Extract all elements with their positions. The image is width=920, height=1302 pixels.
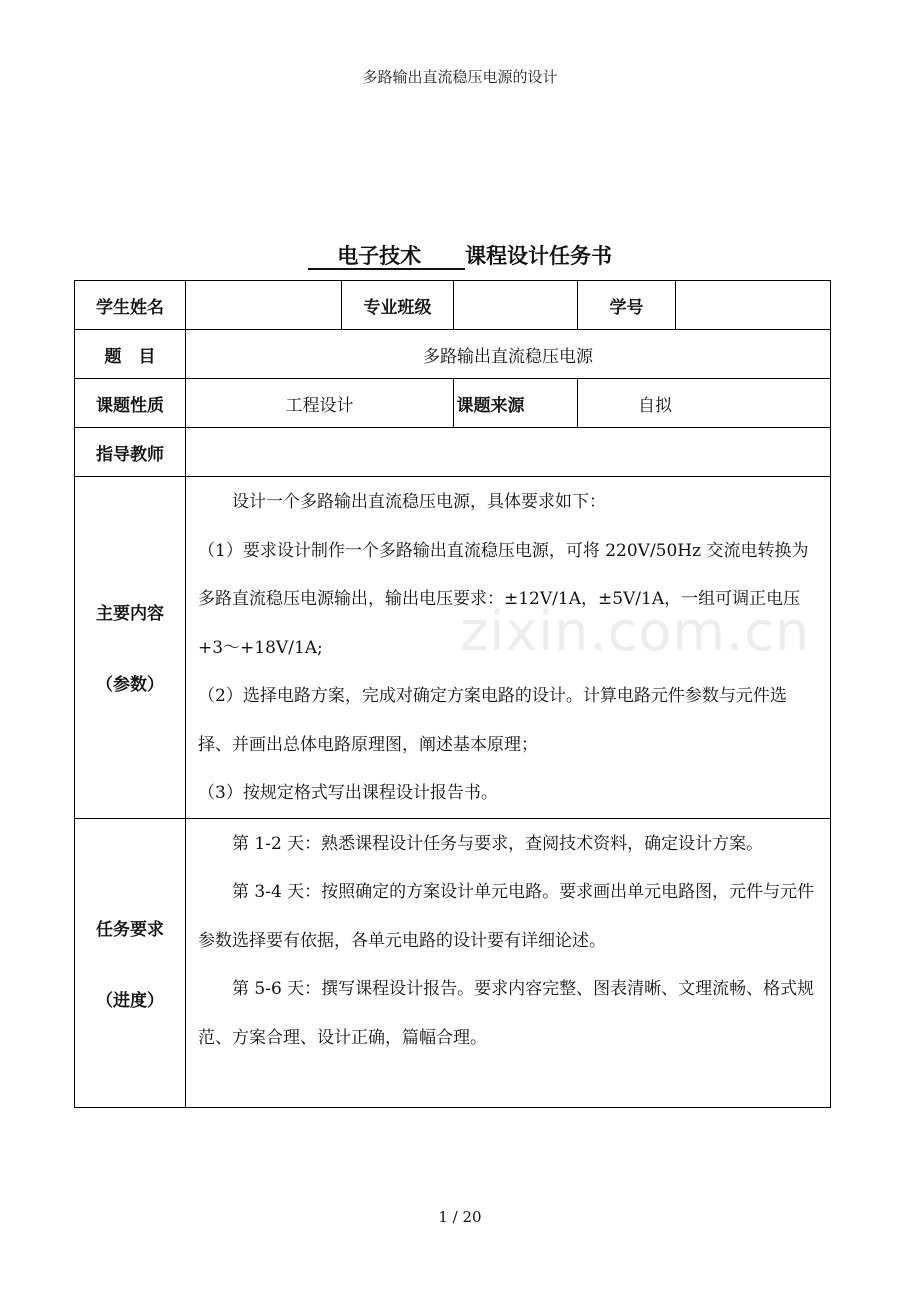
row-advisor [75,428,831,477]
student-id-field[interactable] [676,281,831,330]
student-name-label: 学生姓名 [75,281,186,330]
nature-label: 课题性质 [75,379,186,428]
content-label-main: 主要内容 [96,604,164,625]
student-id-label: 学号 [578,281,676,330]
page-header: 多路输出直流稳压电源的设计 [362,68,558,86]
source-value: 自拟 [578,379,831,428]
advisor-field[interactable] [186,428,831,477]
content-label-sub: （参数） [96,675,164,696]
student-name-field[interactable] [186,281,342,330]
task-item-3: 第 5-6 天：撰写课程设计报告。要求内容完整、图表清晰、文理流畅、格式规范、方案合理、设计正确，篇幅合理。 [198,979,815,1048]
source-label: 课题来源 [454,379,578,428]
class-field[interactable] [454,281,578,330]
class-label: 专业班级 [342,281,454,330]
title-subject: 电子技术 [337,244,422,268]
task-label [75,818,186,1107]
content-intro: 设计一个多路输出直流稳压电源，具体要求如下： [232,492,606,512]
title-suffix: 课程设计任务书 [465,244,613,268]
advisor-label: 指导教师 [75,428,186,477]
task-cell [186,818,831,1107]
content-item-2: （2）选择电路方案，完成对确定方案电路的设计。计算电路元件参数与元件选择、并画出总体电路原理图，阐述基本原理； [198,686,787,755]
page-number: 1 / 20 [438,1208,482,1226]
task-table [74,280,831,1108]
row-tasks [75,818,831,1107]
nature-value: 工程设计 [186,379,454,428]
content-label [75,477,186,819]
row-nature [75,379,831,428]
watermark: zixin.com.cn [460,600,811,663]
topic-value: 多路输出直流稳压电源 [186,330,831,379]
row-topic [75,330,831,379]
task-label-sub: （进度） [96,990,164,1011]
document-title [0,240,920,270]
row-student [75,281,831,330]
task-label-main: 任务要求 [96,919,164,940]
content-item-3: （3）按规定格式写出课程设计报告书。 [198,783,498,803]
task-item-2: 第 3-4 天：按照确定的方案设计单元电路。要求画出单元电路图，元件与元件参数选择要有依据，各单元电路的设计要有详细论述。 [198,882,815,951]
content-item-1: （1）要求设计制作一个多路输出直流稳压电源，可将 220V/50Hz 交流电转换为多路直流稳压电源输出，输出电压要求：±12V/1A，±5V/1A，一组可调正电压+3～+18V/1A; [198,540,809,658]
topic-label: 题 目 [75,330,186,379]
task-item-1: 第 1-2 天：熟悉课程设计任务与要求，查阅技术资料，确定设计方案。 [232,833,764,854]
